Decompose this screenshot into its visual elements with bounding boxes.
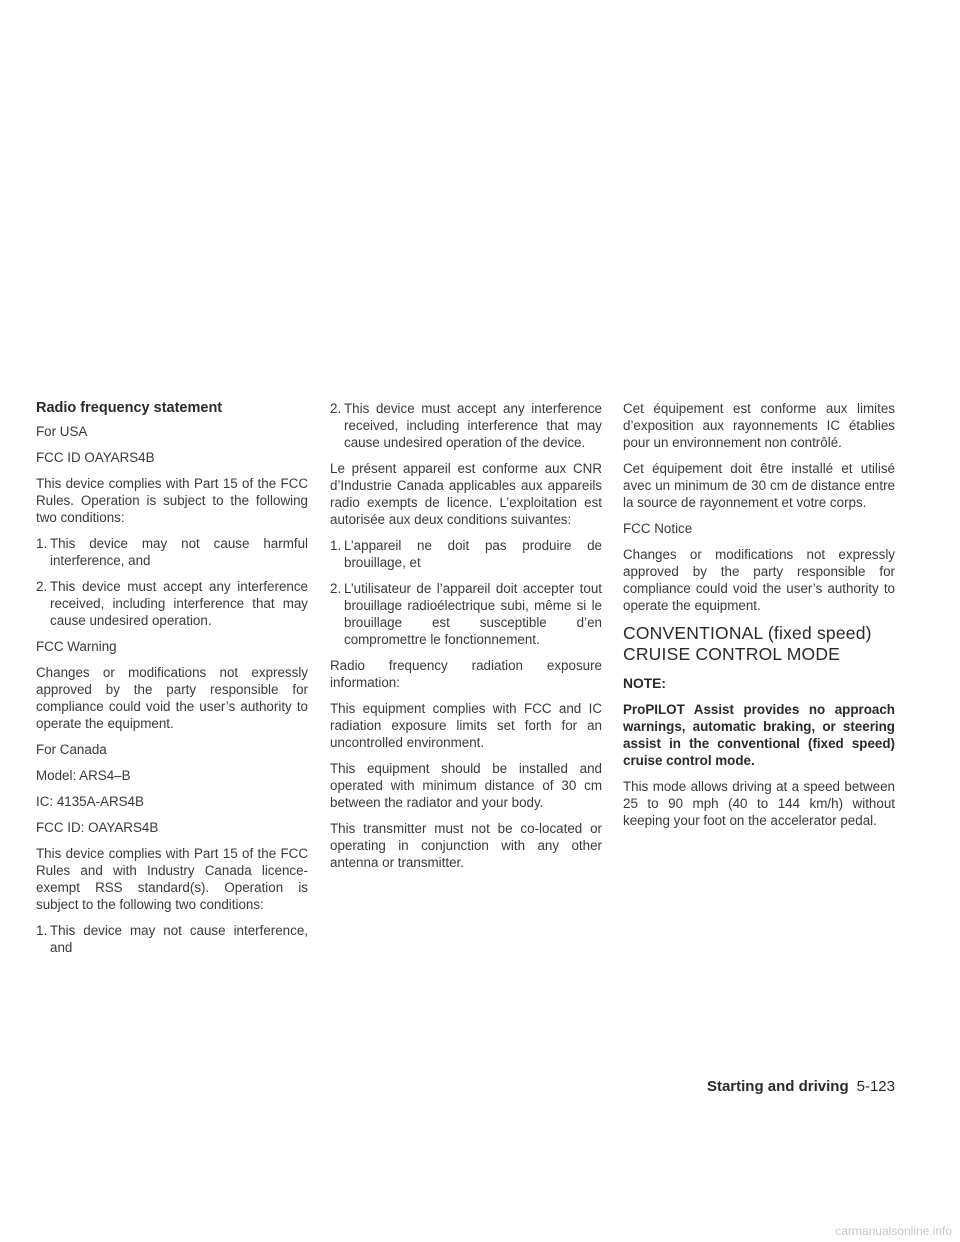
paragraph: FCC ID OAYARS4B: [36, 450, 155, 465]
paragraph: This equipment should be installed and operated with minimum distance of 30 cm between the radiator and your body.: [330, 761, 602, 810]
paragraph: Changes or modifications not expressly approved by the party responsible for compliance could void the user’s authority to operate the equipment.: [36, 665, 308, 731]
list-number: 1.: [36, 536, 48, 551]
list-item: [330, 400, 602, 451]
paragraph: For USA: [36, 424, 88, 439]
list-text: This device may not cause harmful interference, and: [50, 536, 308, 568]
paragraph: This mode allows driving at a speed between 25 to 90 mph (40 to 144 km/h) without keeping your foot on the accelerator pedal.: [623, 779, 895, 828]
paragraph: IC: 4135A-ARS4B: [36, 794, 144, 809]
mode-heading-line2: CRUISE CONTROL MODE: [623, 644, 841, 664]
list-item: [36, 922, 308, 956]
paragraph: This transmitter must not be co-located or operating in conjunction with any other antenna or transmitter.: [330, 821, 602, 870]
paragraph: This equipment complies with FCC and IC radiation exposure limits set forth for an uncontrolled environment.: [330, 701, 602, 750]
list-text: This device must accept any interference received, including interference that may cause undesired operation.: [50, 579, 308, 628]
list-text: This device may not cause interference, and: [50, 923, 308, 955]
column-3: [623, 400, 895, 838]
list-text: This device must accept any interference received, including interference that may cause undesired operation of the device.: [344, 401, 602, 450]
paragraph: FCC ID: OAYARS4B: [36, 820, 159, 835]
mode-heading: [623, 623, 895, 665]
section-title: Starting and driving: [706, 1078, 849, 1095]
list-item: [36, 535, 308, 569]
page-footer: [707, 1078, 895, 1095]
paragraph: Model: ARS4–B: [36, 768, 131, 783]
paragraph: For Canada: [36, 742, 107, 757]
note-label: NOTE:: [623, 676, 666, 691]
paragraph: FCC Notice: [623, 521, 693, 536]
list-number: 1.: [36, 923, 48, 938]
note-body: ProPILOT Assist provides no approach warnings, automatic braking, or steering assist in the conventional (fixed speed) cruise control mode.: [623, 702, 895, 768]
list-number: 2.: [36, 579, 48, 594]
list-text: L’utilisateur de l’appareil doit accepter tout brouillage radioélectrique subi, même si le brouillage est susceptible d’en compromettre le fonctionnement.: [344, 581, 602, 647]
section-heading: Radio frequency statement: [36, 400, 223, 416]
paragraph: This device complies with Part 15 of the FCC Rules. Operation is subject to the following two conditions:: [36, 476, 308, 525]
paragraph: Cet équipement est conforme aux limites d’exposition aux rayonnements IC établies pour un environnement non contrôlé.: [623, 401, 895, 450]
list-number: 1.: [330, 538, 342, 553]
page-number: 5-123: [856, 1078, 895, 1095]
paragraph: This device complies with Part 15 of the FCC Rules and with Industry Canada licence-exempt RSS standard(s). Operation is subject to the following two conditions:: [36, 846, 308, 912]
mode-heading-line1: CONVENTIONAL (fixed speed): [623, 623, 872, 643]
list-number: 2.: [330, 581, 342, 596]
watermark: carmanualsonline.info: [835, 1224, 952, 1238]
paragraph: Le présent appareil est conforme aux CNR d’Industrie Canada applicables aux appareils radio exempts de licence. L’exploitation est autorisée aux deux conditions suivantes:: [330, 461, 602, 527]
paragraph: Radio frequency radiation exposure information:: [330, 658, 602, 690]
paragraph: Changes or modifications not expressly approved by the party responsible for compliance could void the user’s authority to operate the equipment.: [623, 547, 895, 613]
list-item: [330, 537, 602, 571]
list-item: [36, 578, 308, 629]
list-item: [330, 580, 602, 648]
list-number: 2.: [330, 401, 342, 416]
column-2: [330, 400, 602, 880]
paragraph: Cet équipement doit être installé et utilisé avec un minimum de 30 cm de distance entre la source de rayonnement et votre corps.: [623, 461, 895, 510]
list-text: L’appareil ne doit pas produire de brouillage, et: [344, 538, 602, 570]
column-1: [36, 400, 308, 965]
paragraph: FCC Warning: [36, 639, 117, 654]
